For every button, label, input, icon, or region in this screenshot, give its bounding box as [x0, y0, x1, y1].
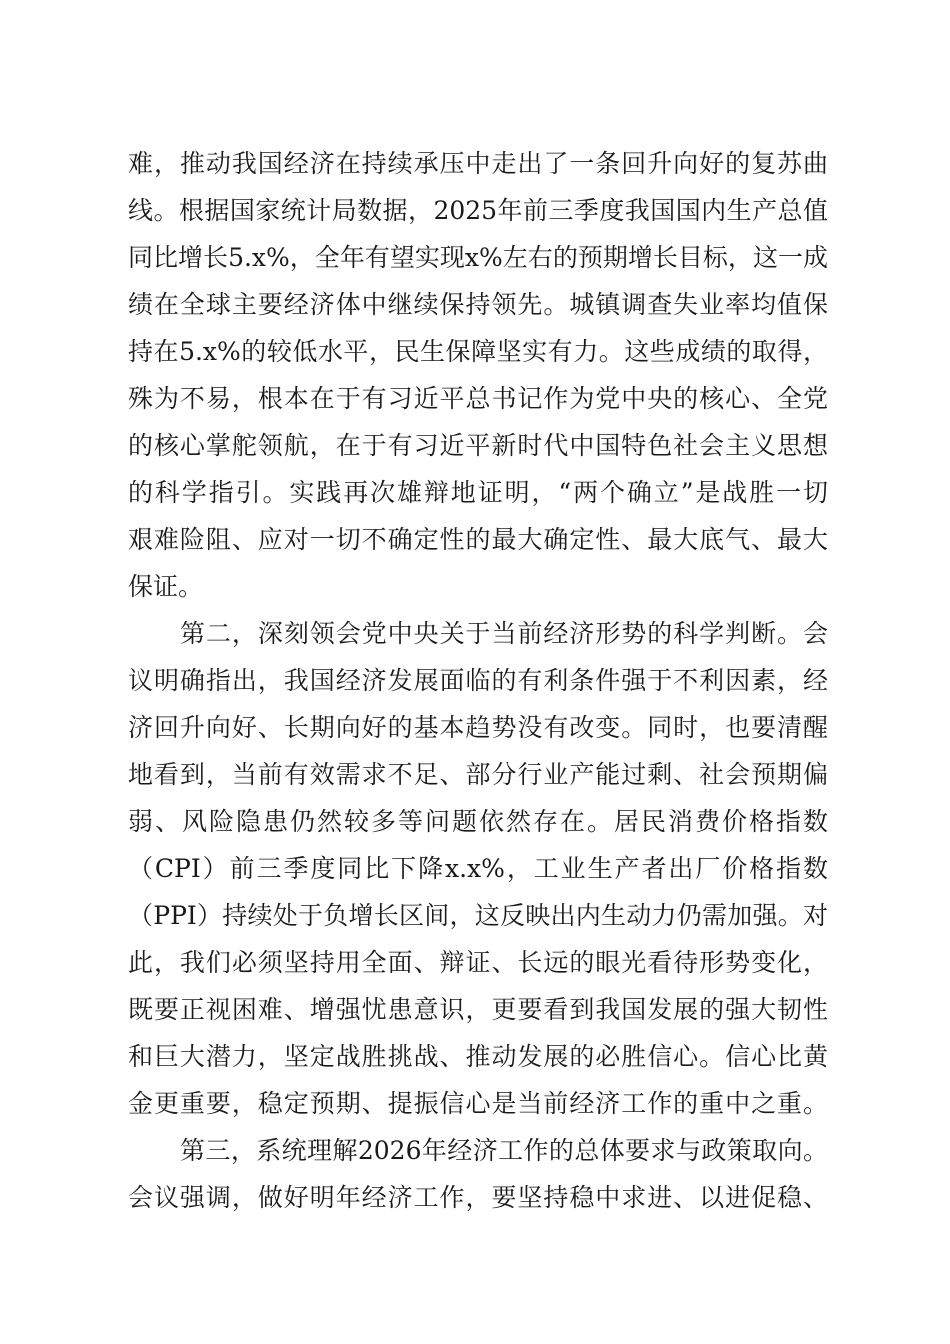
- text-line: 此，我们必须坚持用全面、辩证、长远的眼光看待形势变化，: [128, 948, 828, 977]
- text-line: 会议强调，做好明年经济工作，要坚持稳中求进、以进促稳、: [128, 1183, 828, 1212]
- text-line: 济回升向好、长期向好的基本趋势没有改变。同时，也要清醒: [128, 713, 828, 742]
- text-line: 弱、风险隐患仍然较多等问题依然存在。居民消费价格指数: [128, 807, 828, 836]
- text-line: 金更重要，稳定预期、提振信心是当前经济工作的重中之重。: [128, 1089, 828, 1118]
- text-line: 的核心掌舵领航，在于有习近平新时代中国特色社会主义思想: [128, 431, 828, 460]
- text-line: 持在5.x%的较低水平，民生保障坚实有力。这些成绩的取得，: [128, 337, 828, 366]
- text-line: 难，推动我国经济在持续承压中走出了一条回升向好的复苏曲: [128, 149, 828, 178]
- text-line: 线。根据国家统计局数据，2025年前三季度我国国内生产总值: [128, 196, 828, 225]
- text-line: 同比增长5.x%，全年有望实现x%左右的预期增长目标，这一成: [128, 243, 828, 272]
- text-line: 既要正视困难、增强忧患意识，更要看到我国发展的强大韧性: [128, 995, 828, 1024]
- text-line: 的科学指引。实践再次雄辩地证明，“两个确立”是战胜一切: [128, 478, 828, 507]
- paragraph-first-line: 第三，系统理解2026年经济工作的总体要求与政策取向。: [180, 1136, 828, 1165]
- text-line: 地看到，当前有效需求不足、部分行业产能过剩、社会预期偏: [128, 760, 828, 789]
- text-line: 绩在全球主要经济体中继续保持领先。城镇调查失业率均值保: [128, 290, 828, 319]
- text-line: 议明确指出，我国经济发展面临的有利条件强于不利因素，经: [128, 666, 828, 695]
- text-line: 保证。: [128, 572, 204, 601]
- text-line: 殊为不易，根本在于有习近平总书记作为党中央的核心、全党: [128, 384, 828, 413]
- text-line: （PPI）持续处于负增长区间，这反映出内生动力仍需加强。对: [128, 901, 828, 930]
- text-line: （CPI）前三季度同比下降x.x%，工业生产者出厂价格指数: [128, 854, 828, 883]
- text-line: 艰难险阻、应对一切不确定性的最大确定性、最大底气、最大: [128, 525, 828, 554]
- document-body: [128, 140, 828, 1221]
- text-line: 和巨大潜力，坚定战胜挑战、推动发展的必胜信心。信心比黄: [128, 1042, 828, 1071]
- paragraph-first-line: 第二，深刻领会党中央关于当前经济形势的科学判断。会: [180, 619, 828, 648]
